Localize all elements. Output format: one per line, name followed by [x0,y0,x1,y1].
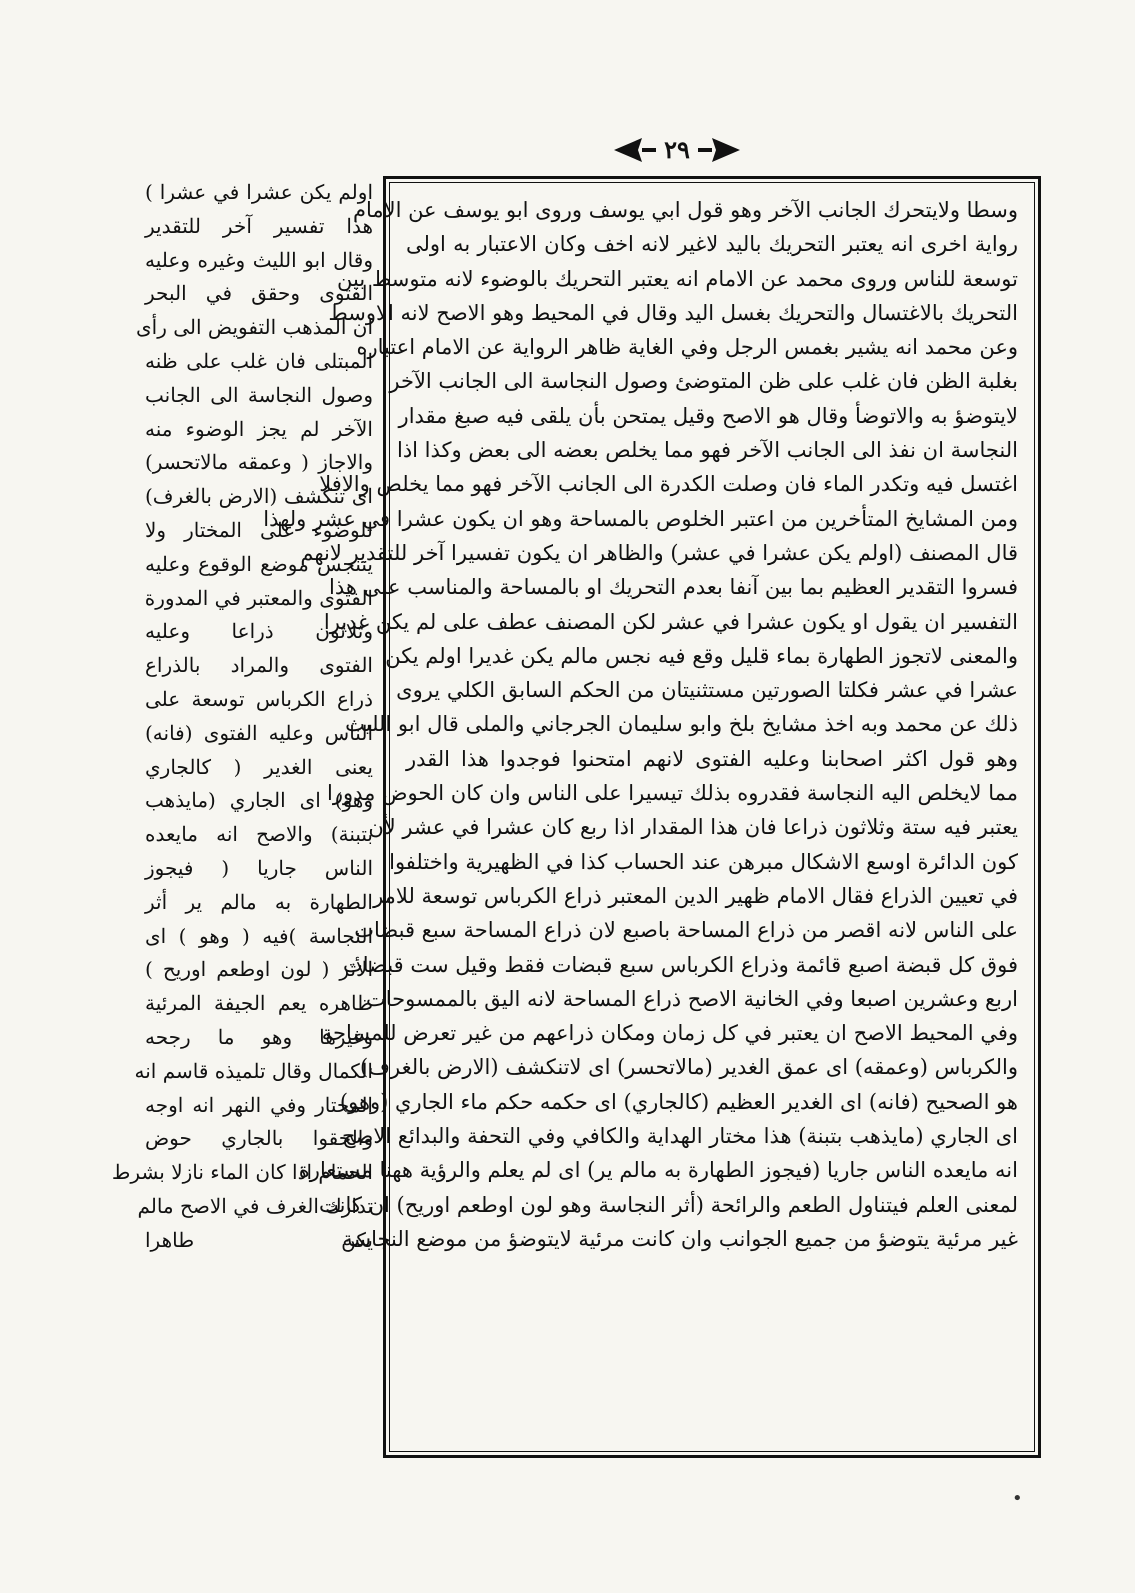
page-number-ornament [612,132,742,168]
main-text-line: ذلك عن محمد وبه اخذ مشايخ بلخ وابو سليمان الجرجاني والملى قال ابو الليث [345,712,1018,737]
main-text-line: اغتسل فيه وتكدر الماء فان وصلت الكدرة الى الجانب الآخر فهو مما يخلص والافلا [319,472,1018,497]
main-text-line: توسعة للناس وروى محمد عن الامام انه يعتبر التحريك بالوضوء لانه متوسط بين [337,266,1018,291]
side-text-line: الكمال وقال تلميذه قاسم انه [134,1058,373,1083]
side-text-line: بتبنة) والاصح انه مايعده [145,822,373,847]
side-text-line: ذراع الكرباس توسعة على [145,686,373,711]
main-text-line: في تعيين الذراع فقال الامام ظهير الدين المعتبر ذراع الكرباس توسعة للامر [373,883,1018,908]
main-text-line: وفي المحيط الاصح ان يعتبر في كل زمان ومكان ذراعهم من غير تعرض للمساحة [321,1021,1018,1046]
main-text-line: على الناس لانه اقصر من ذراع المساحة باصبع لان ذراع المساحة سبع قبضات [354,918,1018,943]
margin-commentary [111,176,373,1462]
main-text-line: هو الصحيح (فانه) اى الغدير العظيم (كالجاري) اى حكمه حكم ماء الجاري (وهو) [339,1089,1018,1114]
main-text-line: التفسير ان يقول او يكون عشرا في عشر لكن المصنف عطف على لم يكن غديرا [323,609,1018,634]
main-text-line: كون الدائرة اوسع الاشكال مبرهن عند الحساب كذا في الظهيرية واختلفوا [389,849,1018,874]
side-text-line: الأثر ( لون اوطعم اوريح ) [145,957,373,982]
side-text-line: اى تنكشف (الارض بالغرف) [145,484,373,509]
bottom-mark: • [1012,1488,1023,1509]
main-text-line: وسطا ولايتحرك الجانب الآخر وهو قول ابي يوسف وروى ابو يوسف عن الامام [352,198,1018,222]
main-text-line: رواية اخرى انه يعتبر التحريك باليد لاغير لانه اخف وكان الاعتبار به اولى [406,232,1018,257]
main-text-line: يعتبر فيه ستة وثلاثون ذراعا فان هذا المقدار اذا ربع كان عشرا في عشر لأن [368,815,1018,840]
side-text-line: الناس جاريا ( فيجوز [145,855,373,880]
side-text-line: الآخر لم يجز الوضوء منه [145,416,373,441]
side-text-line: والاجاز ( وعمقه مالاتحسر) [145,450,373,475]
side-text-line: الفتوى والمراد بالذراع [145,653,373,678]
main-text-line: قال المصنف (اولم يكن عشرا في عشر) والظاهر ان يكون تفسيرا آخر للتقدير لانهم [300,540,1018,565]
side-text-line: الفتوى وحقق في البحر [145,281,373,306]
side-text-line: للوضوء على المختار ولا [145,517,373,542]
main-text-line: والمعنى لاتجوز الطهارة بماء قليل وقع فيه نجس مالم يكن غديرا اولم يكن [385,643,1018,668]
side-text-line: ان المذهب التفويض الى رأى [136,315,373,340]
side-text-line [145,1258,373,1292]
side-text-line: هذا تفسير آخر للتقدير [145,213,373,238]
side-text-line: وثلاثون ذراعا وعليه [145,619,373,644]
main-text-line: ومن المشايخ المتأخرين من اعتبر الخلوص بالمساحة وهو ان يكون عشرا في عشر ولهذا [263,506,1018,531]
main-text-line: لايتوضؤ به والاتوضأ وقال هو الاصح وقيل يمتحن بأن يلقى فيه صبغ مقدار [398,403,1018,428]
main-text-line: النجاسة ان نفذ الى الجانب الآخر فهو مما يخلص بعضه الى بعض وكذا اذا [396,438,1018,463]
main-text-line: عشرا في عشر فكلتا الصورتين مستثنيتان من الحكم السابق الكلي يروى [396,678,1018,703]
side-text-line: تدارك الغرف في الاصح مالم [137,1193,373,1218]
side-text-line: وهو) اى الجاري (مايذهب [145,788,373,813]
side-text-line: وغيرها وهو ما رجحه [145,1024,373,1049]
main-text-line: التحريك بالاغتسال والتحريك بغسل اليد وقال في المحيط وهو الاصح لانه الاوسط [328,300,1018,325]
main-text-line: بغلبة الظن فان غلب على ظن المتوضئ وصول النجاسة الى الجانب الآخر [389,369,1018,394]
main-text-frame [263,176,1041,1458]
main-text-line: مما لايخلص اليه النجاسة فقدروه بذلك تيسيرا على الناس وان كان الحوض مدورا [327,781,1018,806]
side-text-line: وقال ابو الليث وغيره وعليه [145,247,373,272]
side-text-line: المبتلى فان غلب على ظنه [145,348,373,373]
side-text-line: يعنى الغدير ( كالجاري [145,754,373,779]
side-text-line: الطهارة به مالم ير أثر [145,889,373,914]
main-text-line: اى الجاري (مايذهب بتبنة) هذا مختار الهداية والكافي وفي التحفة والبدائع الاصح [341,1124,1018,1149]
main-text-line: وعن محمد انه يشير بغمس الرجل وفي الغاية ظاهر الرواية عن الامام اعتباره [356,335,1018,360]
main-text-line: اربع وعشرين اصبعا وفي الخانية الاصح ذراع المساحة لانه اليق بالممسوحات [365,986,1018,1011]
side-text-line: ظاهره يعم الجيفة المرئية [145,991,373,1016]
side-text-line: يكن طاهرا [145,1227,373,1252]
main-text-line: فسروا التقدير العظيم بما بين آنفا بعدم التحريك او بالمساحة والمناسب على هذا [328,575,1018,600]
side-text-line: يتنجس موضع الوقوع وعليه [145,551,373,576]
side-text-line: الناس وعليه الفتوى (فانه) [145,720,373,745]
main-text-line: غير مرئية يتوضؤ من جميع الجوانب وان كانت مرئية لايتوضؤ من موضع النجاسة [342,1226,1018,1251]
side-text-line: وصول النجاسة الى الجانب [145,382,373,407]
main-text-line: فوق كل قبضة اصبع قائمة وذراع الكرباس سبع قبضات فقط وقيل ست قبضات [342,952,1018,977]
main-text-body [263,182,1035,1452]
main-text-line: والكرباس (وعمقه) اى عمق الغدير (مالاتحسر) اى لاتنكشف (الارض بالغرف) [360,1055,1018,1080]
page-number: ٢٩ [664,135,690,164]
side-text-line: المختار وفي النهر انه اوجه [145,1092,373,1117]
main-text-line: لمعنى العلم فيتناول الطعم والرائحة (أثر النجاسة وهو لون اوطعم اوريح) ان كانت [319,1192,1018,1217]
main-text-line: انه مايعده الناس جاريا (فيجوز الطهارة به مالم ير) اى لم يعلم والرؤية ههنا مستعارة [298,1158,1018,1183]
side-text-line: النجاسة )فيه ( وهو ) اى [145,923,373,948]
side-text-line: الفتوى والمعتبر في المدورة [144,585,373,610]
side-text-line: والحقوا بالجاري حوض [145,1126,373,1151]
side-text-line: الحمام اذا كان الماء نازلا بشرط [111,1160,373,1185]
main-text-line: وهو قول اكثر اصحابنا وعليه الفتوى لانهم امتحنوا فوجدوا هذا القدر [406,746,1018,771]
side-text-line: اولم يكن عشرا في عشرا ) [145,180,373,204]
